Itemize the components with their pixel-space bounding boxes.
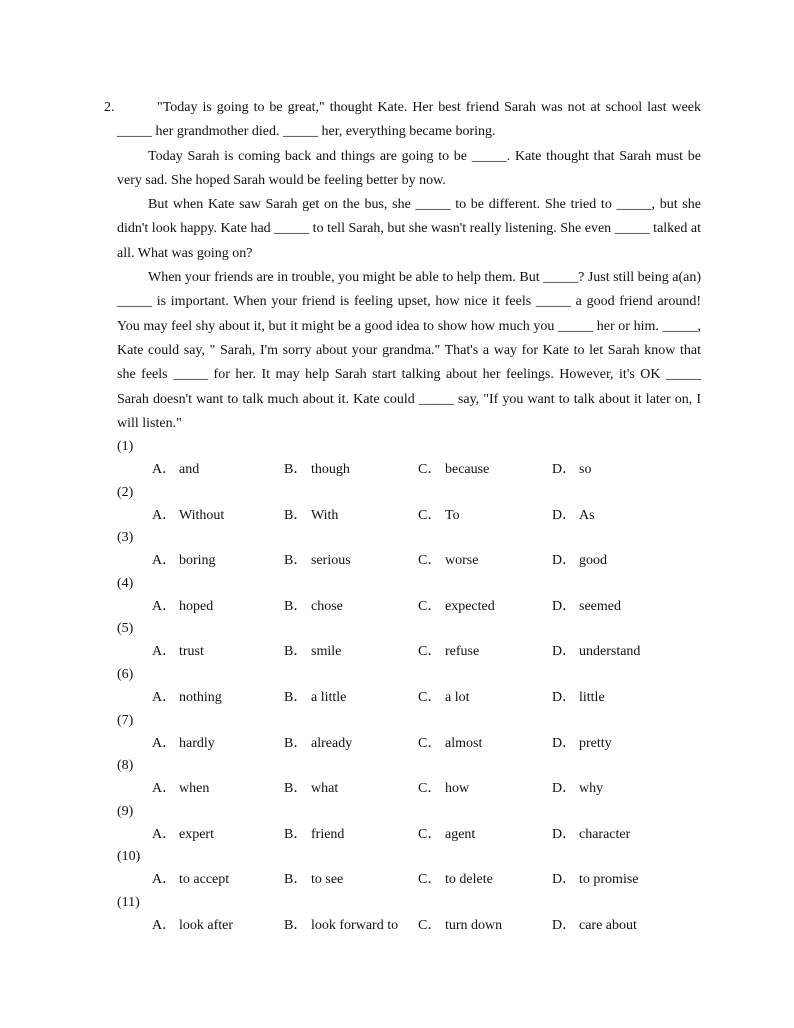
answer-option[interactable]: [152, 915, 233, 937]
option-letter: C．: [418, 826, 442, 842]
option-text: nothing: [179, 689, 222, 705]
option-row: [152, 778, 712, 800]
option-letter: A．: [152, 462, 177, 477]
option-text: smile: [311, 644, 342, 660]
option-text: because: [445, 462, 490, 477]
option-letter: C．: [418, 598, 442, 614]
answer-option[interactable]: [418, 459, 489, 481]
answer-option[interactable]: [152, 733, 215, 755]
option-text: a lot: [445, 689, 470, 705]
question-number: 2.: [104, 100, 115, 115]
question-item: [117, 846, 717, 892]
option-text: look after: [179, 917, 234, 933]
question-item: [117, 664, 717, 710]
option-letter: A．: [152, 553, 177, 569]
option-text: how: [445, 781, 470, 797]
option-letter: D．: [552, 644, 577, 660]
question-label: (8): [117, 758, 134, 774]
option-letter: C．: [418, 644, 442, 660]
question-label: (9): [117, 803, 134, 819]
option-row: [152, 687, 712, 709]
option-letter: D．: [552, 917, 577, 933]
option-text: With: [311, 507, 339, 523]
answer-option[interactable]: [418, 733, 482, 755]
option-text: a little: [311, 689, 347, 705]
answer-option[interactable]: [152, 505, 224, 527]
question-label: (4): [117, 575, 134, 591]
option-letter: C．: [418, 507, 442, 523]
option-text: good: [579, 553, 607, 569]
option-letter: B．: [284, 598, 308, 614]
answer-option[interactable]: [152, 641, 204, 663]
answer-option[interactable]: [152, 824, 214, 846]
question-item: [117, 482, 717, 528]
option-letter: C．: [418, 872, 442, 888]
question-item: [117, 801, 717, 847]
option-text: to see: [311, 872, 344, 888]
option-letter: B．: [284, 826, 308, 842]
passage-paragraph-4: When your friends are in trouble, you might be able to help them. But _____? Just still being a(an) _____ is important. When your friend is feeling upset, how nice it feels _____ a good friend around! You may feel shy about it, but it might be a good idea to show how much you _____ her or him. _____, Kate could say, " Sarah, I'm sorry about your grandma." That's a way for Kate to let Sarah know that she feels _____ for her. It may help Sarah start talking about her feelings. However, it's OK _____ Sarah doesn't want to talk much about it. Kate could _____ say, "If you want to talk about it later on, I will listen.": [117, 270, 701, 431]
option-letter: D．: [552, 462, 577, 477]
option-letter: B．: [284, 917, 308, 933]
answer-option[interactable]: [152, 778, 209, 800]
question-item: [117, 892, 717, 938]
question-item: [117, 573, 717, 619]
answer-option[interactable]: [418, 824, 475, 846]
option-text: trust: [179, 644, 204, 660]
option-row: [152, 915, 712, 937]
option-letter: D．: [552, 872, 577, 888]
option-row: [152, 505, 712, 527]
answer-option[interactable]: [552, 459, 591, 481]
option-letter: C．: [418, 689, 442, 705]
reading-passage: [104, 96, 701, 436]
answer-option[interactable]: [552, 596, 621, 618]
option-text: though: [311, 462, 350, 477]
option-letter: B．: [284, 507, 308, 523]
option-text: already: [311, 735, 353, 751]
passage-paragraph-2: Today Sarah is coming back and things are going to be _____. Kate thought that Sarah must be very sad. She hoped Sarah would be feeling better by now.: [117, 148, 701, 188]
option-text: to delete: [445, 872, 493, 888]
option-letter: A．: [152, 735, 177, 751]
option-text: when: [179, 781, 210, 797]
option-letter: D．: [552, 553, 577, 569]
option-row: [152, 641, 712, 663]
option-text: chose: [311, 598, 343, 614]
answer-option[interactable]: [152, 687, 222, 709]
option-text: almost: [445, 735, 483, 751]
option-letter: A．: [152, 872, 177, 888]
option-text: turn down: [445, 917, 503, 933]
answer-option[interactable]: [284, 505, 338, 527]
answer-option[interactable]: [552, 778, 603, 800]
option-text: look forward to: [311, 917, 399, 933]
answer-option[interactable]: [418, 641, 479, 663]
answer-option[interactable]: [284, 824, 344, 846]
option-text: hardly: [179, 735, 215, 751]
question-label: (7): [117, 712, 134, 728]
option-letter: D．: [552, 689, 577, 705]
option-letter: A．: [152, 598, 177, 614]
option-letter: B．: [284, 735, 308, 751]
option-letter: C．: [418, 735, 442, 751]
question-label: (11): [117, 894, 140, 910]
option-letter: B．: [284, 689, 308, 705]
option-text: expert: [179, 826, 214, 842]
option-letter: C．: [418, 553, 442, 569]
option-letter: D．: [552, 735, 577, 751]
option-text: hoped: [179, 598, 214, 614]
option-letter: B．: [284, 644, 308, 660]
option-text: care about: [579, 917, 637, 933]
question-label: (5): [117, 621, 134, 637]
option-letter: D．: [552, 781, 577, 797]
option-letter: C．: [418, 781, 442, 797]
option-text: boring: [179, 553, 216, 569]
option-text: and: [179, 462, 200, 477]
answer-option[interactable]: [284, 687, 346, 709]
option-letter: B．: [284, 872, 308, 888]
question-item: [117, 436, 717, 482]
option-text: so: [579, 462, 592, 477]
option-letter: A．: [152, 689, 177, 705]
question-item: [117, 527, 717, 573]
answer-option[interactable]: [284, 596, 343, 618]
option-text: little: [579, 689, 605, 705]
answer-option[interactable]: [552, 824, 630, 846]
answer-option[interactable]: [284, 550, 351, 572]
option-text: pretty: [579, 735, 612, 751]
question-label: (10): [117, 849, 141, 865]
option-letter: D．: [552, 598, 577, 614]
option-text: to accept: [179, 872, 230, 888]
answer-option[interactable]: [552, 505, 595, 527]
question-label: (3): [117, 530, 134, 546]
option-row: [152, 459, 712, 481]
answer-option[interactable]: [552, 915, 637, 937]
option-text: worse: [445, 553, 479, 569]
answer-option[interactable]: [152, 596, 213, 618]
option-text: agent: [445, 826, 476, 842]
option-text: Without: [179, 507, 225, 523]
question-list: [117, 436, 717, 938]
option-text: why: [579, 781, 604, 797]
answer-option[interactable]: [418, 550, 478, 572]
answer-option[interactable]: [418, 778, 469, 800]
option-letter: A．: [152, 781, 177, 797]
option-letter: A．: [152, 826, 177, 842]
option-letter: B．: [284, 553, 308, 569]
answer-option[interactable]: [152, 459, 199, 481]
option-row: [152, 824, 712, 846]
answer-option[interactable]: [284, 869, 343, 891]
option-letter: C．: [418, 462, 442, 477]
answer-option[interactable]: [418, 869, 493, 891]
option-row: [152, 869, 712, 891]
option-text: to promise: [579, 872, 639, 888]
question-item: [117, 755, 717, 801]
option-letter: D．: [552, 826, 577, 842]
option-text: refuse: [445, 644, 480, 660]
answer-option[interactable]: [552, 869, 639, 891]
option-letter: A．: [152, 917, 177, 933]
answer-option[interactable]: [552, 687, 605, 709]
option-letter: A．: [152, 507, 177, 523]
question-label: (6): [117, 666, 134, 682]
answer-option[interactable]: [284, 733, 352, 755]
option-text: seemed: [579, 598, 621, 614]
option-text: serious: [311, 553, 351, 569]
option-row: [152, 596, 712, 618]
option-text: understand: [579, 644, 641, 660]
option-text: As: [579, 507, 595, 523]
answer-option[interactable]: [418, 596, 495, 618]
answer-option[interactable]: [552, 641, 640, 663]
answer-option[interactable]: [418, 505, 460, 527]
option-text: To: [445, 507, 460, 523]
question-label: (2): [117, 484, 134, 500]
option-text: friend: [311, 826, 345, 842]
option-text: character: [579, 826, 631, 842]
option-letter: C．: [418, 917, 442, 933]
option-letter: B．: [284, 462, 308, 477]
option-letter: D．: [552, 507, 577, 523]
passage-paragraph-1: "Today is going to be great," thought Kate. Her best friend Sarah was not at school last week _____ her grandmother died. _____ her, everything became boring.: [117, 100, 701, 140]
question-item: [117, 618, 717, 664]
option-letter: B．: [284, 781, 308, 797]
answer-option[interactable]: [284, 778, 338, 800]
answer-option[interactable]: [284, 915, 398, 937]
passage-paragraph-3: But when Kate saw Sarah get on the bus, she _____ to be different. She tried to _____, but she didn't look happy. Kate had _____ to tell Sarah, but she wasn't really listening. She even _____ talked at all. What was going on?: [117, 197, 701, 261]
option-row: [152, 550, 712, 572]
question-item: [117, 710, 717, 756]
option-text: expected: [445, 598, 495, 614]
answer-option[interactable]: [152, 550, 216, 572]
answer-option[interactable]: [284, 641, 341, 663]
answer-option[interactable]: [152, 869, 229, 891]
option-row: [152, 733, 712, 755]
answer-option[interactable]: [552, 733, 612, 755]
option-letter: A．: [152, 644, 177, 660]
option-text: what: [311, 781, 339, 797]
answer-option[interactable]: [284, 459, 350, 481]
answer-option[interactable]: [552, 550, 607, 572]
answer-option[interactable]: [418, 687, 470, 709]
answer-option[interactable]: [418, 915, 502, 937]
question-label: (1): [117, 439, 134, 454]
